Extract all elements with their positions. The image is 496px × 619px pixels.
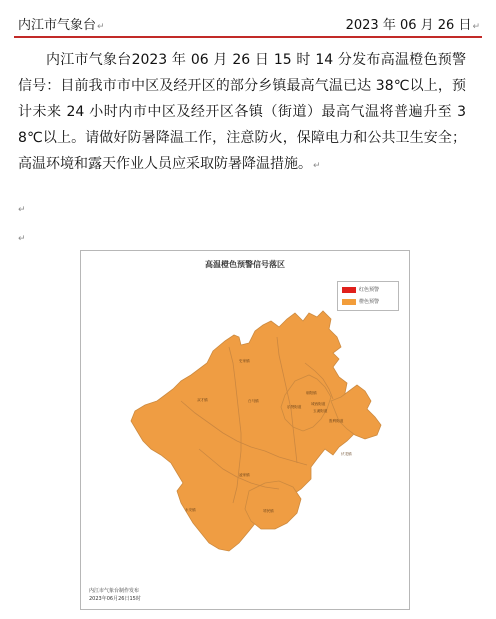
empty-paragraph-mark-icon: ↵ [18,205,26,215]
legend-item-red [342,286,379,294]
map-footer-issuer: 内江市气象台制作发布 [89,588,140,594]
header-issuer: 内江市气象台↵ [18,18,105,33]
region-label: 凌家镇 [239,473,250,477]
legend-swatch-orange [342,299,356,305]
warning-map [80,250,410,610]
empty-paragraph-mark-icon: ↵ [18,234,26,244]
region-label: 白马镇 [248,399,259,403]
document-header [18,12,480,36]
region-label: 永安镇 [185,508,196,512]
paragraph-mark-icon: ↵ [472,22,480,32]
region-label: 胜利街道 [329,419,344,423]
map-footer-time: 2023年06月26日15时 [89,596,141,602]
region-label: 双才镇 [197,398,208,402]
region-label: 史家镇 [239,359,250,363]
legend-label: 红色预警 [359,287,380,293]
map-region-orange-area [131,311,361,551]
warning-paragraph [18,47,466,179]
legend-item-orange [342,298,379,306]
region-label: 朝阳镇 [306,391,317,395]
header-date: 2023 年 06 月 26 日↵ [345,18,480,33]
region-label: 伏龙镇 [341,452,352,456]
paragraph-mark-icon: ↵ [97,22,105,32]
paragraph-mark-icon: ↵ [313,161,321,171]
map-legend [337,281,399,311]
region-label: 玉溪街道 [313,409,328,413]
map-title: 高温橙色预警信号落区 [205,260,285,269]
map-footer [89,587,141,603]
region-label: 靖民镇 [263,509,274,513]
warning-text: 内江市气象台2023 年 06 月 26 日 15 时 14 分发布高温橙色预警信号：目前我市市中区及经开区的部分乡镇最高气温已达 38℃以上，预计未来 24 小时内市中区及经开区各镇（街道）最高气温将普遍升至 38℃以上。请做好防暑降温工作，注意防火，保障电力和公共卫生安全；高温环境和露天作业人员应采取防暑降温措施。 [18,52,466,172]
region-label: 乐贤街道 [287,405,302,409]
legend-swatch-red [342,287,356,293]
region-label: 城西街道 [311,402,326,406]
header-rule [14,36,482,38]
legend-label: 橙色预警 [359,299,380,305]
